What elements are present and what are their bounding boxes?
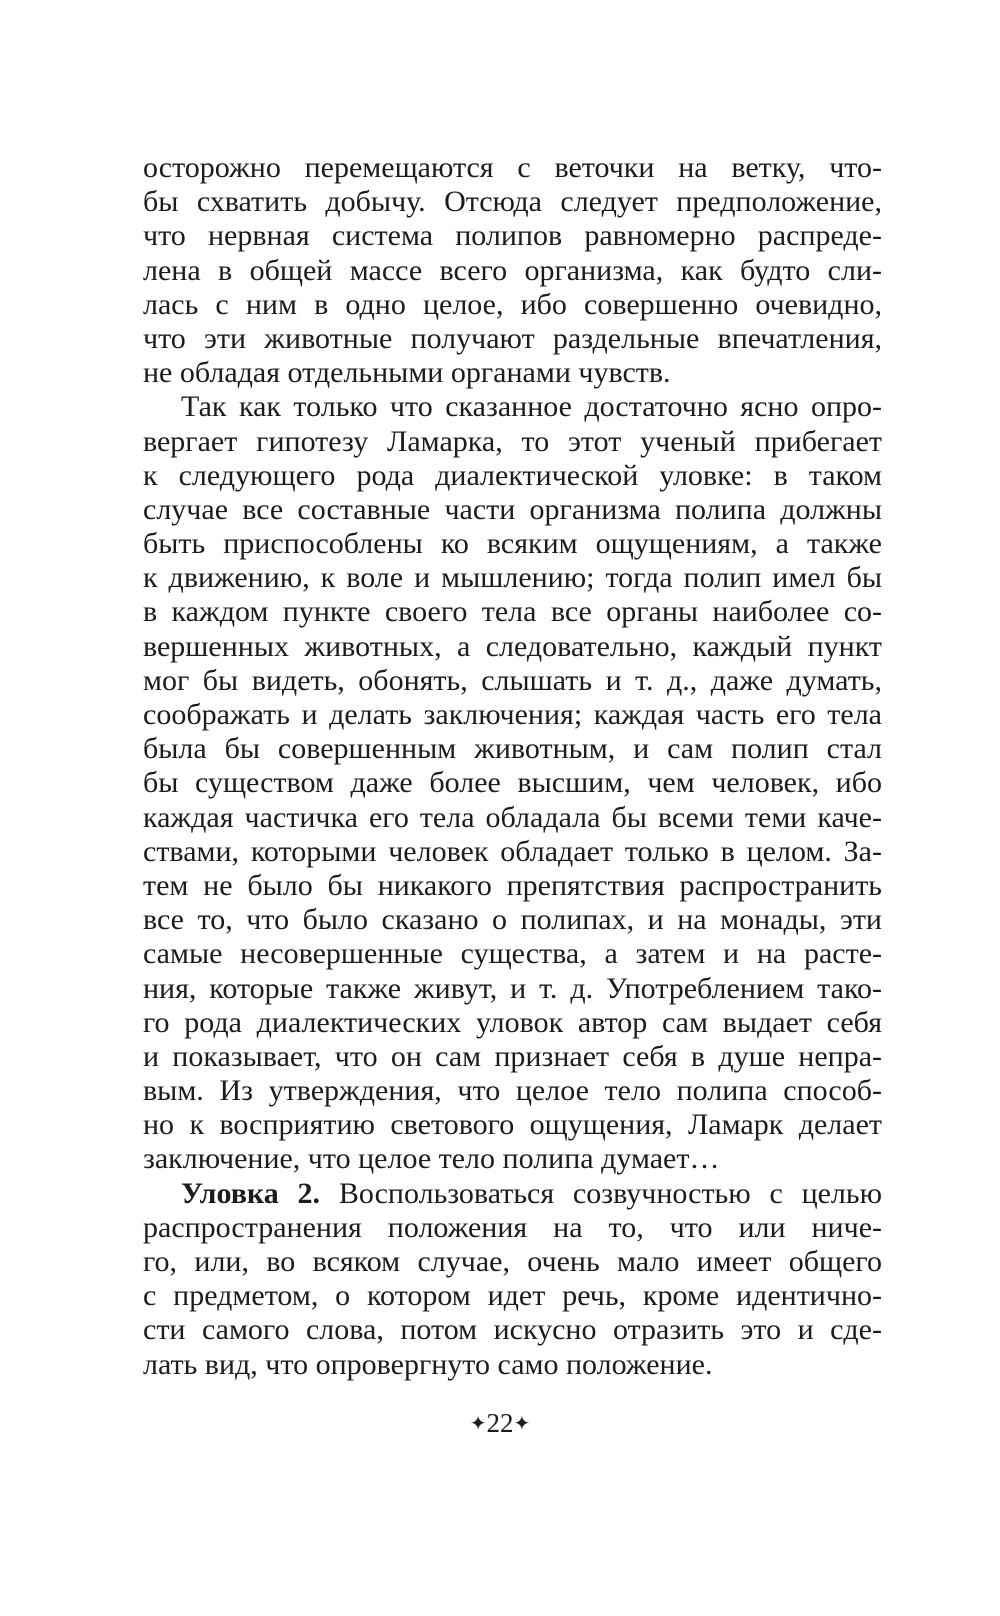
text-line: лать вид, что опровергнуто само положение. [143, 1347, 713, 1381]
trick-heading: Уловка 2. [181, 1176, 321, 1210]
text-line: бы схватить добычу. Отсюда следует предположение, [143, 185, 882, 219]
star-ornament-icon: ✦ [469, 1413, 487, 1435]
text-line: ствами, которыми человек обладает только в целом. За- [143, 834, 882, 868]
text-line: в каждом пункте своего тела все органы наиболее со- [143, 595, 882, 629]
text-line: но к восприятию светового ощущения, Ламарк делает [143, 1108, 882, 1142]
page-number-value: 22 [486, 1408, 514, 1438]
paragraph-3 [143, 1177, 882, 1382]
text-line: го, или, во всяком случае, очень мало имеет общего [143, 1245, 882, 1278]
text-line: что эти животные получают раздельные впечатления, [143, 321, 882, 355]
page-number [0, 1407, 1000, 1440]
text-line: вым. Из утверждения, что целое тело полипа способ- [143, 1074, 882, 1108]
text-line: го рода диалектических уловок автор сам выдает себя [143, 1005, 882, 1039]
paragraph-2 [143, 390, 882, 1176]
text-line: вершенных животных, а следовательно, каждый пункт [143, 629, 882, 663]
text-line: заключение, что целое тело полипа думает… [143, 1142, 720, 1176]
text-line: быть приспособлены ко всяким ощущениям, а также [143, 527, 882, 561]
text-line: и показывает, что он сам признает себя в душе непра- [143, 1039, 882, 1073]
text-line: самые несовершенные существа, а затем и на расте- [143, 937, 882, 971]
text-line: осторожно перемещаются с веточки на ветку, что- [143, 151, 882, 184]
text-line: тем не было бы никакого препятствия распространить [143, 868, 882, 902]
text-line: мог бы видеть, обонять, слышать и т. д., даже думать, [143, 663, 882, 697]
text-line: сти самого слова, потом искусно отразить это и сде- [143, 1313, 882, 1347]
text-line: соображать и делать заключения; каждая часть его тела [143, 698, 882, 731]
text-line: была бы совершенным животным, и сам полип стал [143, 732, 882, 766]
text-line: каждая частичка его тела обладала бы всеми теми каче- [143, 800, 882, 834]
text-line: ния, которые также живут, и т. д. Употреблением тако- [143, 971, 882, 1005]
body-text [143, 151, 882, 1382]
text-line: лена в общей массе всего организма, как будто сли- [143, 253, 882, 287]
text-line [143, 1177, 882, 1211]
text-line: к движению, к воле и мышлению; тогда полип имел бы [143, 561, 882, 595]
text-line: Так как только что сказанное достаточно ясно опро- [181, 390, 882, 424]
paragraph-1 [143, 151, 882, 390]
heading-line-text: Воспользоваться созвучностью с целью [320, 1176, 883, 1210]
text-line: все то, что было сказано о полипах, и на монады, эти [143, 903, 882, 937]
text-line: вергает гипотезу Ламарка, то этот ученый прибегает [143, 424, 882, 458]
text-line: не обладая отдельными органами чувств. [143, 356, 671, 390]
text-line: распространения положения на то, что или ниче- [143, 1210, 882, 1244]
text-line: бы существом даже более высшим, чем человек, ибо [143, 766, 882, 800]
text-line: что нервная система полипов равномерно распреде- [143, 219, 882, 253]
text-line: лась с ним в одно целое, ибо совершенно очевидно, [143, 287, 882, 321]
star-ornament-icon: ✦ [513, 1413, 531, 1435]
text-line: с предметом, о котором идет речь, кроме идентично- [143, 1279, 882, 1313]
text-line: случае все составные части организма полипа должны [143, 492, 882, 526]
text-line: к следующего рода диалектической уловке: в таком [143, 458, 882, 492]
